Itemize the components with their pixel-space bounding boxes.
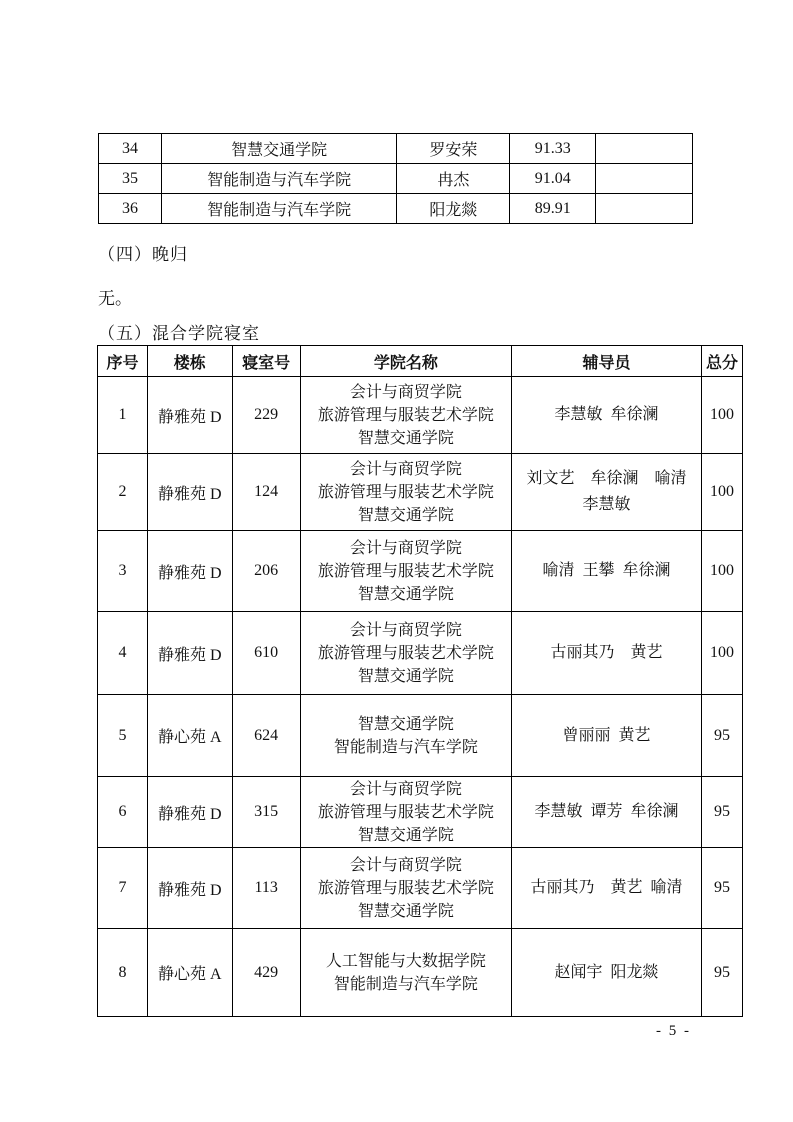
college-name: 旅游管理与服装艺术学院 [317, 483, 494, 501]
room-number: 315 [232, 777, 300, 848]
row-number: 8 [98, 929, 148, 1017]
building-name: 静心苑 A [147, 929, 232, 1017]
table-row [98, 377, 743, 454]
table-row [98, 612, 743, 695]
student-name: 冉杰 [397, 164, 510, 194]
counselor-line: 李慧敏 谭芳 牟徐澜 [534, 803, 679, 820]
college-name: 旅游管理与服装艺术学院 [317, 644, 494, 662]
total-score: 100 [702, 612, 743, 695]
college-name: 人工智能与大数据学院 [325, 952, 486, 970]
college-name: 会计与商贸学院 [349, 383, 462, 401]
row-number: 1 [98, 377, 148, 454]
college-name: 会计与商贸学院 [349, 621, 462, 639]
mixed-table-body [98, 377, 743, 1017]
room-number: 229 [232, 377, 300, 454]
college-names [300, 777, 511, 848]
college-name: 旅游管理与服装艺术学院 [317, 406, 494, 424]
counselor-line: 李慧敏 [582, 496, 631, 513]
total-score: 95 [702, 929, 743, 1017]
header-counselor: 辅导员 [512, 346, 702, 377]
row-number: 36 [99, 194, 162, 224]
college-name: 旅游管理与服装艺术学院 [317, 562, 494, 580]
total-score: 100 [702, 531, 743, 612]
building-name: 静心苑 A [147, 695, 232, 777]
building-name: 静雅苑 D [147, 454, 232, 531]
row-number: 3 [98, 531, 148, 612]
header-room: 寝室号 [232, 346, 300, 377]
counselor-names [512, 848, 702, 929]
ranking-table-continued [98, 133, 693, 224]
college-name: 会计与商贸学院 [349, 460, 462, 478]
score: 91.33 [510, 134, 596, 164]
section-heading-late-return: （四）晚归 [98, 245, 188, 265]
total-score: 100 [702, 377, 743, 454]
college-names [300, 695, 511, 777]
college-name: 旅游管理与服装艺术学院 [317, 879, 494, 897]
room-number: 624 [232, 695, 300, 777]
building-name: 静雅苑 D [147, 531, 232, 612]
blank-cell [596, 164, 693, 194]
table-row [98, 531, 743, 612]
row-number: 6 [98, 777, 148, 848]
counselor-names [512, 695, 702, 777]
college-name: 智慧交通学院 [357, 429, 454, 447]
counselor-names [512, 377, 702, 454]
room-number: 429 [232, 929, 300, 1017]
student-name: 阳龙燚 [397, 194, 510, 224]
building-name: 静雅苑 D [147, 377, 232, 454]
college-name: 智能制造与汽车学院 [161, 194, 397, 224]
total-score: 95 [702, 777, 743, 848]
college-name: 智慧交通学院 [357, 715, 454, 733]
table-row [99, 194, 693, 224]
counselor-names [512, 612, 702, 695]
table-row [98, 848, 743, 929]
college-name: 智能制造与汽车学院 [333, 738, 478, 756]
counselor-line: 古丽其乃 黄艺 喻清 [530, 879, 683, 896]
college-name: 智慧交通学院 [357, 902, 454, 920]
row-number: 5 [98, 695, 148, 777]
table-row [98, 695, 743, 777]
table-row [98, 929, 743, 1017]
table-row [99, 164, 693, 194]
counselor-names [512, 454, 702, 531]
row-number: 34 [99, 134, 162, 164]
college-name: 旅游管理与服装艺术学院 [317, 803, 494, 821]
college-names [300, 612, 511, 695]
room-number: 610 [232, 612, 300, 695]
ranking-table-body [99, 134, 693, 224]
counselor-line: 赵闻宇 阳龙燚 [554, 963, 659, 981]
blank-cell [596, 194, 693, 224]
college-name: 智慧交通学院 [357, 585, 454, 603]
row-number: 35 [99, 164, 162, 194]
college-name: 智能制造与汽车学院 [161, 164, 397, 194]
room-number: 124 [232, 454, 300, 531]
total-score: 95 [702, 695, 743, 777]
total-score: 95 [702, 848, 743, 929]
row-number: 2 [98, 454, 148, 531]
counselor-names [512, 777, 702, 848]
late-return-content: 无。 [98, 289, 132, 309]
blank-cell [596, 134, 693, 164]
table-row [99, 134, 693, 164]
counselor-line: 刘文艺 牟徐澜 喻清 [526, 470, 687, 487]
header-building: 楼栋 [147, 346, 232, 377]
college-name: 智慧交通学院 [357, 667, 454, 685]
college-name: 会计与商贸学院 [349, 539, 462, 557]
counselor-line: 喻清 王攀 牟徐澜 [542, 562, 671, 579]
college-names [300, 848, 511, 929]
student-name: 罗安荣 [397, 134, 510, 164]
building-name: 静雅苑 D [147, 848, 232, 929]
header-score: 总分 [702, 346, 743, 377]
counselor-line: 李慧敏 牟徐澜 [554, 406, 659, 423]
section-heading-mixed-dorms: （五）混合学院寝室 [98, 324, 260, 344]
score: 91.04 [510, 164, 596, 194]
row-number: 7 [98, 848, 148, 929]
score: 89.91 [510, 194, 596, 224]
total-score: 100 [702, 454, 743, 531]
table-row [98, 454, 743, 531]
college-name: 会计与商贸学院 [349, 780, 462, 798]
counselor-line: 曾丽丽 黄艺 [562, 726, 651, 744]
college-name: 智慧交通学院 [357, 506, 454, 524]
page-number: - 5 - [656, 1023, 691, 1039]
college-name: 智能制造与汽车学院 [333, 975, 478, 993]
college-names [300, 377, 511, 454]
college-name: 智慧交通学院 [357, 826, 454, 844]
mixed-table-header-row [98, 346, 743, 377]
counselor-names [512, 531, 702, 612]
counselor-line: 古丽其乃 黄艺 [550, 644, 663, 661]
row-number: 4 [98, 612, 148, 695]
table-row [98, 777, 743, 848]
college-names [300, 531, 511, 612]
college-names [300, 929, 511, 1017]
college-name: 智慧交通学院 [161, 134, 397, 164]
college-name: 会计与商贸学院 [349, 856, 462, 874]
building-name: 静雅苑 D [147, 777, 232, 848]
room-number: 113 [232, 848, 300, 929]
counselor-names [512, 929, 702, 1017]
header-no: 序号 [98, 346, 148, 377]
building-name: 静雅苑 D [147, 612, 232, 695]
header-college: 学院名称 [300, 346, 511, 377]
room-number: 206 [232, 531, 300, 612]
mixed-dorm-table [97, 345, 743, 1017]
college-names [300, 454, 511, 531]
